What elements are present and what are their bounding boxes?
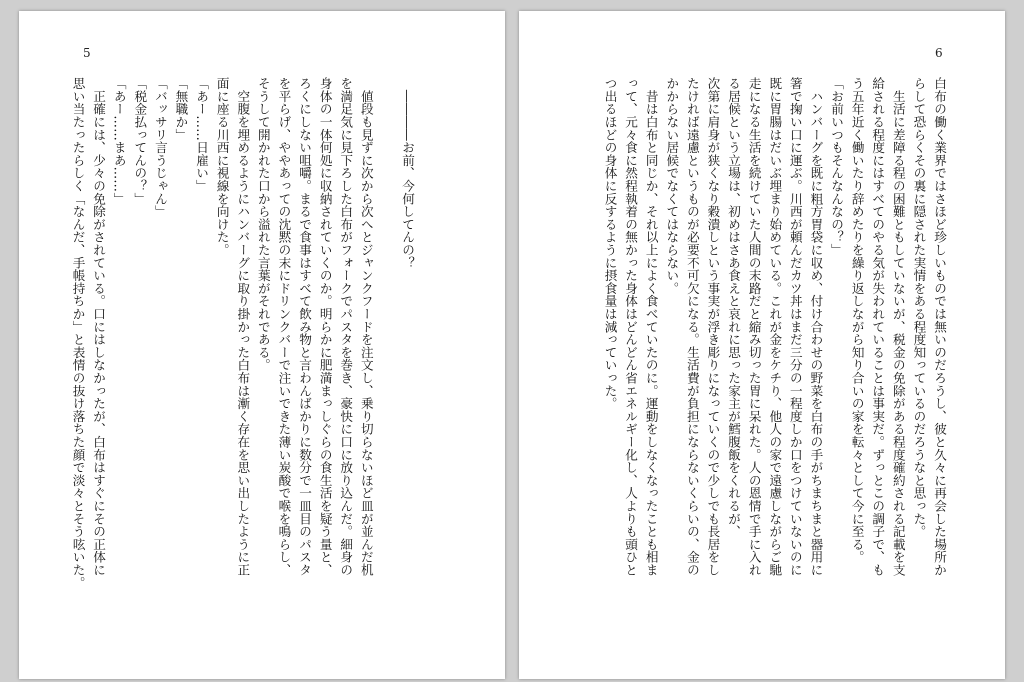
- vertical-text-body: [599, 77, 949, 637]
- page-right: [519, 11, 1005, 679]
- text-line: 次第に肩身が狭くなり穀潰しという事実が浮き彫りになっていくので少しでも長居をし: [705, 77, 721, 577]
- text-line: 白布の働く業界ではさほど珍しいものでは無いのだろうし、彼と久々に再会した場所か: [932, 77, 947, 577]
- page-number: 5: [83, 46, 91, 60]
- text-line: たければ遠慮というものが必要不可欠になる。生活費が負担にならないくらいの、金の: [684, 77, 700, 577]
- text-line: ろくにしない咀嚼。まるで食事はすべて飲み物と言わんばかりに数分で一皿目のパスタ: [297, 77, 313, 577]
- page-left: [19, 11, 505, 679]
- text-line: 「あー……日雇い」: [194, 77, 210, 193]
- text-line: って、元々食に然程執着の無かった身体はどんどん省エネルギー化し、人よりも頭ひと: [623, 77, 639, 577]
- text-line: を満足気に見下ろした白布がフォークでパスタを巻き、豪快に口に放り込んだ。細身の: [338, 77, 354, 577]
- text-line: 「バッサリ言うじゃん」: [152, 77, 168, 218]
- text-line: ――――お前、今何してんの？: [400, 77, 415, 269]
- text-line: かからない居候でなくてはならない。: [664, 77, 680, 295]
- text-line: 面に座る川西に視線を向けた。: [214, 77, 230, 257]
- text-line: 給される程度にはすべてのやる気が失われていることは事実だ。ずっとこの調子で、も: [870, 77, 886, 577]
- text-line: 箸で掬い口に運ぶ。川西が頼んだカツ丼はまだ三分の一程度しか口をつけていないのに: [787, 77, 803, 577]
- text-line: 既に胃腸はだいぶ埋まり始めている。これが金をケチり、他人の家で遠慮しながらご馳: [767, 77, 783, 577]
- page-number: 6: [935, 46, 943, 60]
- text-line: る居候という立場は、初めはさあ食えと哀れに思った家主が鱈腹飯をくれるが、: [726, 77, 742, 538]
- text-line: 「お前いつもそんなんなの？」: [829, 77, 845, 257]
- text-line: 正確には、少々の免除がされている。口にはしなかったが、白布はすぐにその正体に: [91, 77, 107, 577]
- text-line: 思い当たったらしく「なんだ、手帳持ちか」と表情の抜け落ちた顔で淡々とそう呟いた。: [70, 77, 86, 589]
- text-line: [376, 77, 397, 637]
- text-line: ハンバーグを既に粗方胃袋に収め、付け合わせの野菜を白布の手がちまちまと器用に: [808, 77, 824, 577]
- text-line: そうして開かれた口から溢れた言葉がそれである。: [255, 77, 271, 372]
- text-line: う五年近く働いたり辞めたりを繰り返しながら知り合いの家を転々として今に至る。: [849, 77, 865, 564]
- text-line: 空腹を埋めるようにハンバーグに取り掛かった白布は漸く存在を思い出したように正: [235, 77, 251, 577]
- text-line: 身体の一体何処に収納されていくのか。明らかに肥満まっしぐらの食生活を疑う量と、: [317, 77, 333, 577]
- text-line: を平らげ、ややあっての沈黙の末にドリンクバーで注いできた薄い炭酸で喉を鳴らし、: [276, 77, 292, 577]
- text-line: 「無職か」: [173, 77, 189, 141]
- text-line: 値段も見ずに次から次へとジャンクフードを注文し、乗り切らないほど皿が並んだ机: [358, 77, 374, 577]
- vertical-text-body: [67, 77, 417, 637]
- text-line: 「あー……まあ……」: [111, 77, 127, 205]
- text-line: つ出るほどの身体に反するように摂食量は減っていった。: [602, 77, 618, 410]
- text-line: 走になる生活を続けていた人間の末路だと縮み切った胃に呆れた。人の恩情で手に入れ: [746, 77, 762, 577]
- text-line: 「税金払ってんの？」: [132, 77, 148, 205]
- text-line: 昔は白布と同じか、それ以上によく食べていたのに。運動をしなくなったことも相ま: [643, 77, 659, 577]
- text-line: 生活に差障る程の困難ともしていないが、税金の免除がある程度確約される記載を支: [890, 77, 906, 577]
- text-line: らして恐らくその裏に隠された実情をある程度知っているのだろうなと思った。: [911, 77, 927, 538]
